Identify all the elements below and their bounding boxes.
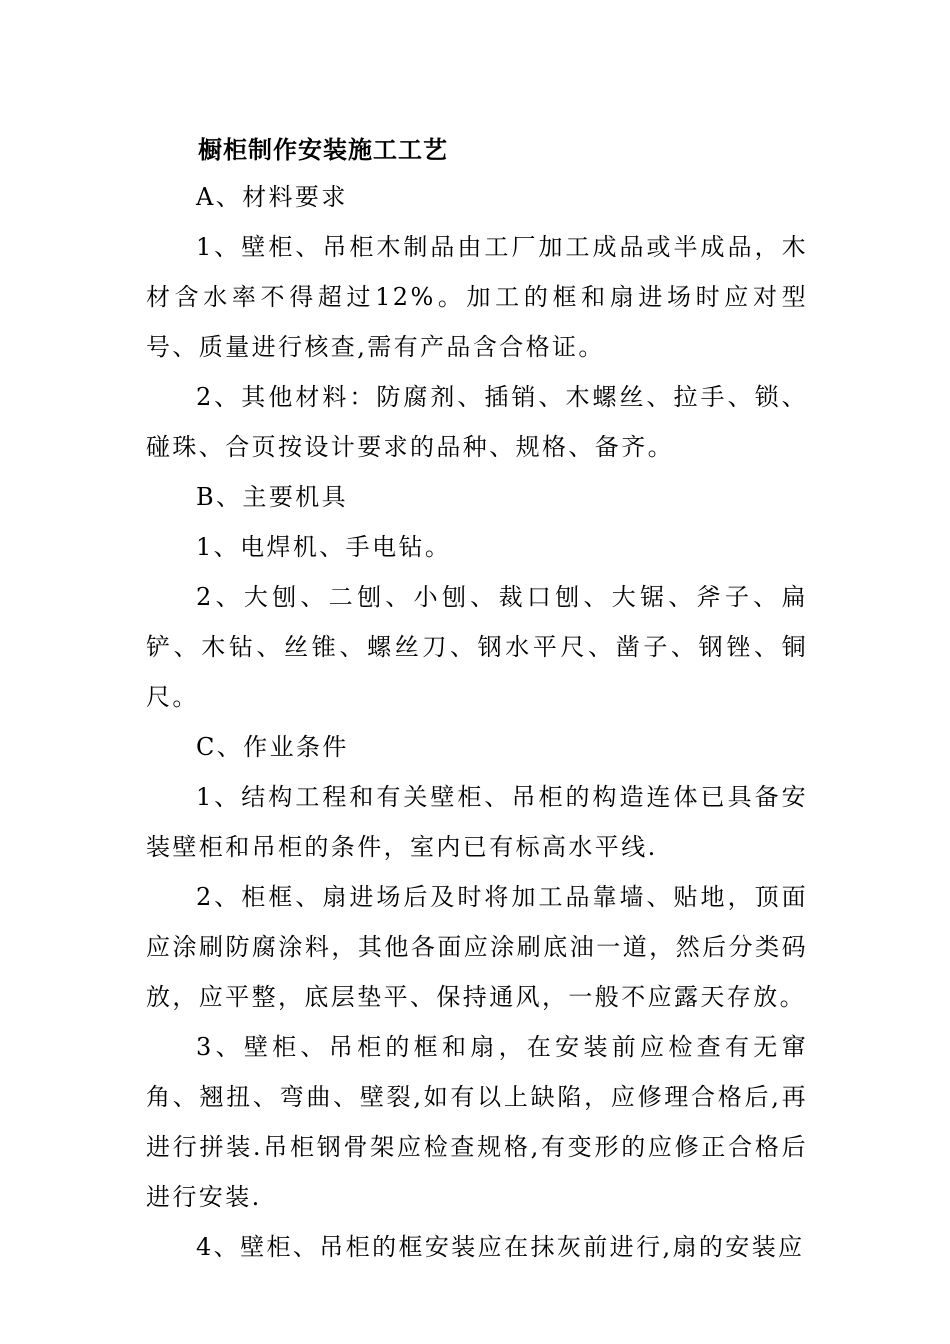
paragraph-b1: 1、电焊机、手电钻。 — [196, 533, 452, 561]
paragraph-c2: 2、柜框、扇进场后及时将加工品靠墙、贴地，顶面应涂刷防腐涂料，其他各面应涂刷底油一道，然后分类码放，应平整，底层垫平、保持通风，一般不应露天存放。 — [146, 883, 808, 1011]
paragraph-b2: 2、大刨、二刨、小刨、裁口刨、大锯、斧子、扁铲、木钻、丝锥、螺丝刀、钢水平尺、凿子、钢锉、铜尺。 — [146, 583, 808, 711]
section-heading-c: C、作业条件 — [196, 733, 349, 761]
paragraph-a2: 2、其他材料：防腐剂、插销、木螺丝、拉手、锁、碰珠、合页按设计要求的品种、规格、备齐。 — [146, 383, 808, 461]
paragraph-c4: 4、壁柜、吊柜的框安装应在抹灰前进行,扇的安装应 — [196, 1233, 805, 1261]
document-title: 橱柜制作安装施工工艺 — [198, 135, 448, 164]
document-page — [146, 128, 808, 1272]
section-heading-b: B、主要机具 — [196, 483, 349, 511]
paragraph-a1: 1、壁柜、吊柜木制品由工厂加工成品或半成品，木材含水率不得超过12%。加工的框和扇进场时应对型号、质量进行核查,需有产品含合格证。 — [146, 233, 808, 361]
section-heading-a: A、材料要求 — [196, 183, 348, 211]
paragraph-c3: 3、壁柜、吊柜的框和扇，在安装前应检查有无窜角、翘扭、弯曲、壁裂,如有以上缺陷，应修理合格后,再进行拼装.吊柜钢骨架应检查规格,有变形的应修正合格后进行安装. — [146, 1033, 808, 1211]
paragraph-c1: 1、结构工程和有关壁柜、吊柜的构造连体已具备安装壁柜和吊柜的条件，室内已有标高水平线. — [146, 783, 808, 861]
